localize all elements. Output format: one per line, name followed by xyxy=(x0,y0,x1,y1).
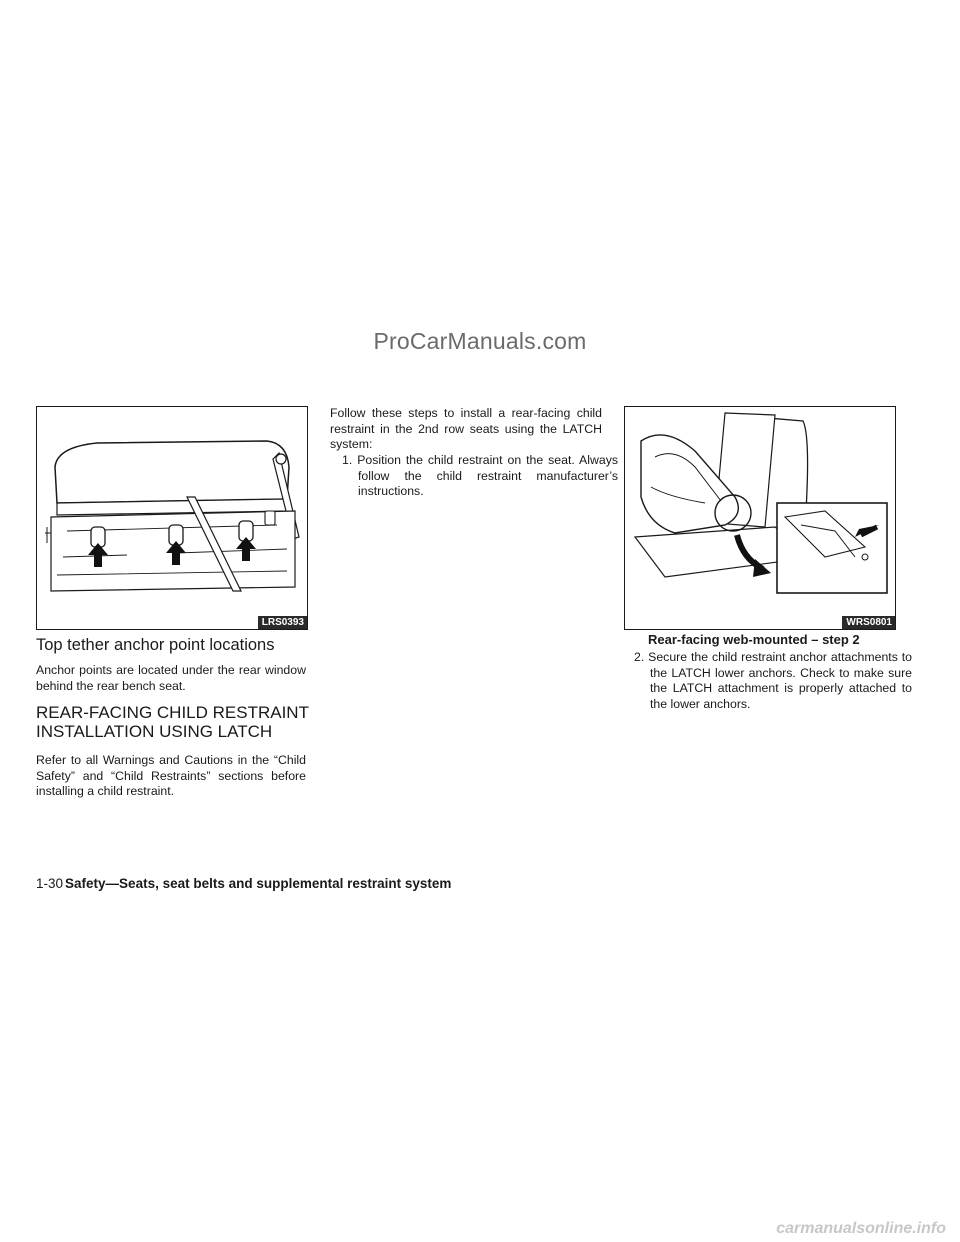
page-footer xyxy=(36,876,451,891)
section-heading-line1: REAR-FACING CHILD RESTRAINT xyxy=(36,703,309,722)
page-number: 1-30 xyxy=(36,876,64,891)
warnings-reference-text: Refer to all Warnings and Cautions in the “Child Safety” and “Child Restraints” sections before installing a child restraint. xyxy=(36,753,306,799)
figure-code: WRS0801 xyxy=(842,616,895,629)
watermark-bottom: carmanualsonline.info xyxy=(776,1220,946,1237)
watermark-top: ProCarManuals.com xyxy=(373,328,587,354)
figure-code: LRS0393 xyxy=(258,616,307,629)
figure1-caption: Top tether anchor point locations xyxy=(36,636,275,654)
figure-rear-facing-step2 xyxy=(624,406,896,630)
section-title: Safety—Seats, seat belts and supplemental restraint system xyxy=(65,876,452,891)
step-2-text: 2. Secure the child restraint anchor attachments to the LATCH lower anchors. Check to make sure the LATCH attachment is properly attached to the lower anchors. xyxy=(634,650,912,711)
install-steps-intro: Follow these steps to install a rear-facing child restraint in the 2nd row seats using the LATCH system: xyxy=(330,406,602,452)
section-heading-line2: INSTALLATION USING LATCH xyxy=(36,722,273,741)
rear-facing-seat-illustration xyxy=(625,407,895,629)
anchor-location-text: Anchor points are located under the rear window behind the rear bench seat. xyxy=(36,663,306,693)
step-1-text: 1. Position the child restraint on the seat. Always follow the child restraint manufacturer’s instructions. xyxy=(342,453,618,499)
figure-tether-anchors xyxy=(36,406,308,630)
tether-anchor-illustration xyxy=(37,407,307,629)
figure2-caption: Rear-facing web-mounted – step 2 xyxy=(648,632,860,647)
